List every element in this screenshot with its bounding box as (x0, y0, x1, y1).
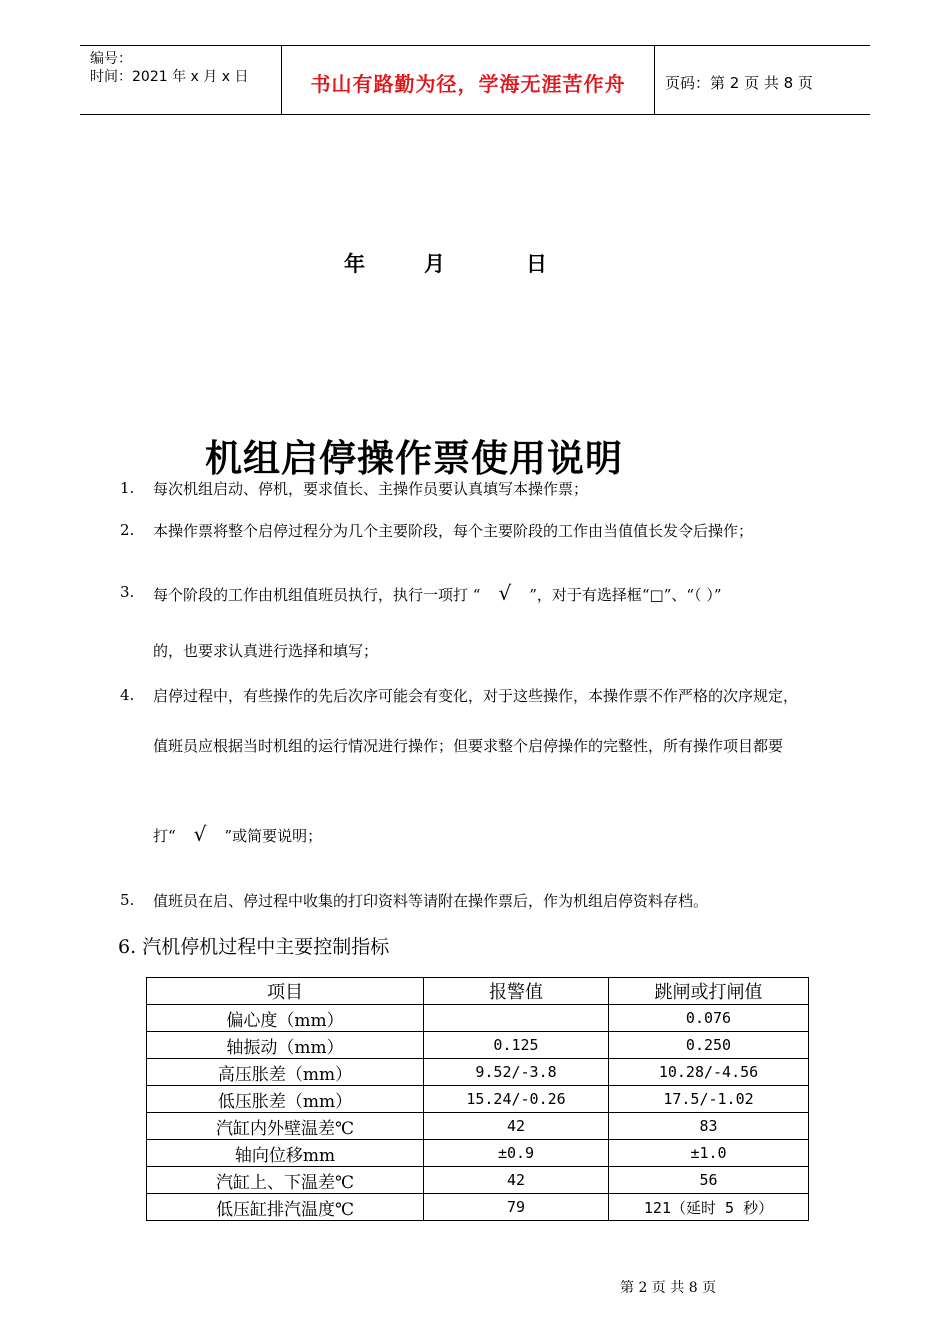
header-divider (654, 46, 655, 114)
table-row (147, 1113, 809, 1140)
table-row (147, 1140, 809, 1167)
document-header (80, 45, 870, 115)
row-item: 汽缸上、下温差℃ (147, 1167, 424, 1194)
instruction-text (153, 581, 722, 605)
instruction-text-continued (153, 822, 322, 846)
row-item: 低压胀差（mm） (147, 1086, 424, 1113)
time-label: 时间：2021 年 x 月 x 日 (90, 69, 249, 85)
header-meta-cell (80, 46, 280, 114)
row-trip-value: ±1.0 (609, 1140, 809, 1167)
instruction-text: 本操作票将整个启停过程分为几个主要阶段，每个主要阶段的工作由当值值长发令后操作； (153, 522, 754, 540)
row-item: 偏心度（mm） (147, 1005, 424, 1032)
instruction-text-part: 打“ (153, 827, 176, 845)
row-alarm-value: 42 (424, 1167, 609, 1194)
header-motto: 书山有路勤为径，学海无涯苦作舟 (310, 72, 626, 96)
column-header-alarm: 报警值 (424, 978, 609, 1005)
page-footer: 第 2 页 共 8 页 (620, 1280, 717, 1296)
row-item: 高压胀差（mm） (147, 1059, 424, 1086)
day-label: 日 (526, 252, 547, 276)
instruction-text-continued: 值班员应根据当时机组的运行情况进行操作；但要求整个启停操作的完整性，所有操作项目都要 (153, 737, 784, 755)
row-alarm-value (424, 1005, 609, 1032)
table-row (147, 1059, 809, 1086)
number-label: 编号： (90, 51, 132, 67)
row-alarm-value: 0.125 (424, 1032, 609, 1059)
instruction-text-part: 每个阶段的工作由机组值班员执行，执行一项打 “ (153, 586, 481, 604)
header-page-info: 页码：第 2 页 共 8 页 (665, 74, 813, 92)
table-row (147, 1086, 809, 1113)
row-trip-value: 0.250 (609, 1032, 809, 1059)
instruction-text-part: ”，对于有选择框“□”、“（ ）” (529, 586, 722, 604)
checkmark-icon: √ (193, 822, 207, 846)
column-header-item: 项目 (147, 978, 424, 1005)
row-item: 汽缸内外壁温差℃ (147, 1113, 424, 1140)
row-item: 低压缸排汽温度℃ (147, 1194, 424, 1221)
instruction-text: 值班员在启、停过程中收集的打印资料等请附在操作票后，作为机组启停资料存档。 (153, 892, 709, 910)
row-trip-value: 17.5/-1.02 (609, 1086, 809, 1113)
control-indicator-table (146, 977, 809, 1221)
row-trip-value: 56 (609, 1167, 809, 1194)
instruction-number: 1. (120, 479, 135, 497)
table-row (147, 1005, 809, 1032)
instruction-text-continued: 的，也要求认真进行选择和填写； (153, 642, 379, 660)
row-item: 轴向位移mm (147, 1140, 424, 1167)
table-row (147, 1032, 809, 1059)
instruction-number: 5. (120, 891, 135, 909)
instruction-number: 2. (120, 521, 135, 539)
instruction-number: 3. (120, 583, 135, 601)
month-label: 月 (424, 252, 445, 276)
table-row (147, 1194, 809, 1221)
instruction-number: 6. (118, 936, 137, 958)
row-alarm-value: 42 (424, 1113, 609, 1140)
page-title: 机组启停操作票使用说明 (205, 437, 623, 480)
table-row (147, 1167, 809, 1194)
row-alarm-value: 15.24/-0.26 (424, 1086, 609, 1113)
instruction-text: 汽机停机过程中主要控制指标 (142, 936, 390, 958)
row-alarm-value: 9.52/-3.8 (424, 1059, 609, 1086)
row-item: 轴振动（mm） (147, 1032, 424, 1059)
table-header-row (147, 978, 809, 1005)
checkmark-icon: √ (498, 581, 512, 605)
row-alarm-value: ±0.9 (424, 1140, 609, 1167)
instruction-text: 每次机组启动、停机，要求值长、主操作员要认真填写本操作票； (153, 480, 589, 498)
row-trip-value: 10.28/-4.56 (609, 1059, 809, 1086)
instruction-6 (118, 932, 389, 959)
row-trip-value: 121（延时 5 秒） (609, 1194, 809, 1221)
instruction-text-part: ”或简要说明； (224, 827, 323, 845)
row-trip-value: 0.076 (609, 1005, 809, 1032)
year-label: 年 (344, 252, 365, 276)
row-trip-value: 83 (609, 1113, 809, 1140)
column-header-trip: 跳闸或打闸值 (609, 978, 809, 1005)
instruction-text: 启停过程中，有些操作的先后次序可能会有变化，对于这些操作，本操作票不作严格的次序规定， (153, 687, 799, 705)
instruction-number: 4. (120, 686, 135, 704)
row-alarm-value: 79 (424, 1194, 609, 1221)
